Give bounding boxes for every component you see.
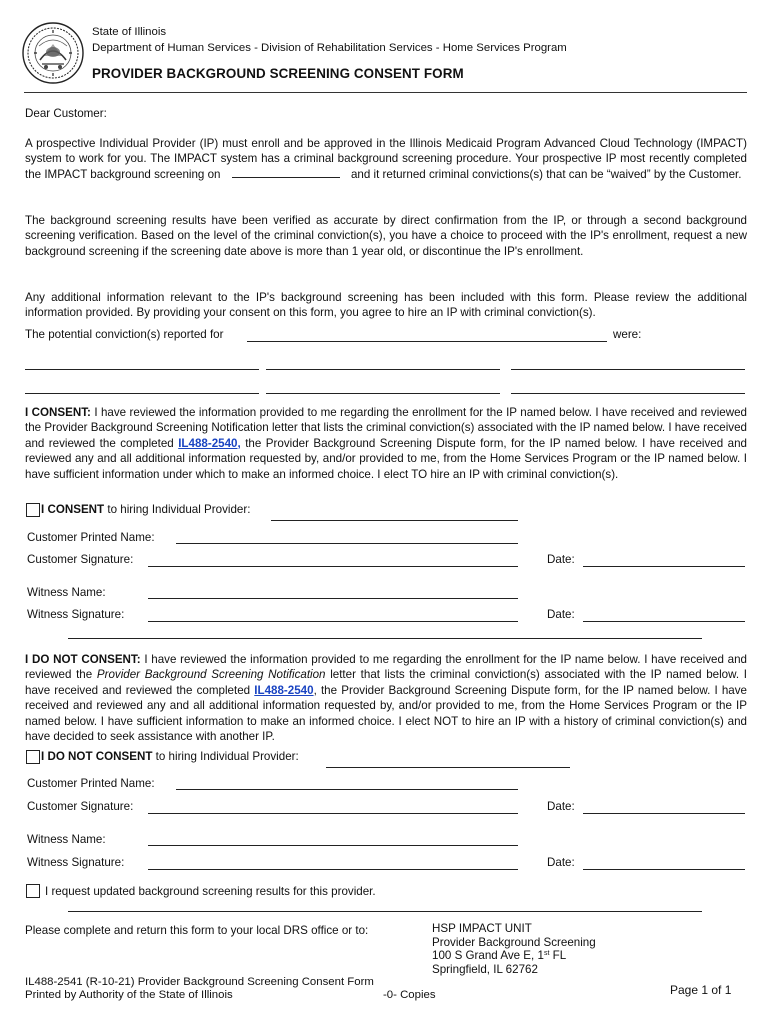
convictions-name-field[interactable]: [247, 341, 607, 342]
convictions-label: The potential conviction(s) reported for: [25, 328, 224, 341]
footer-page-number: Page 1 of 1: [670, 983, 732, 997]
consent-provider-field[interactable]: [271, 520, 518, 521]
address-line-4: Springfield, IL 62762: [432, 962, 538, 976]
no-consent-witness-date-label: Date:: [547, 856, 575, 869]
consent-paragraph: [25, 405, 747, 482]
convictions-suffix: were:: [613, 328, 642, 341]
no-consent-heading: I DO NOT CONSENT:: [25, 653, 141, 666]
no-consent-date-field[interactable]: [583, 813, 745, 814]
no-consent-printed-name-label: Customer Printed Name:: [27, 777, 155, 790]
no-consent-date-label: Date:: [547, 800, 575, 813]
no-consent-italic: Provider Background Screening Notification: [96, 668, 326, 682]
additional-info-paragraph: Any additional information relevant to the IP's background screening has been included with this form. Please review the additional information provided. By providing your consent on this form, you agree to hire an IP with criminal conviction(s).: [25, 291, 747, 320]
intro-text-2: and it returned criminal convictions(s) that can be “waived” by the Customer.: [350, 167, 742, 181]
no-consent-text-3: , the Provider Background Screening Dispute form, for the IP named below. I have received and reviewed any and all additional information requested by, and/or provided to me, from the Home Services Program or the IP named below. I have sufficient information to make an informed choice. I elect NOT to hire an IP with a history of criminal conviction(s) and have decided to seek assistance with another IP.: [25, 683, 748, 744]
address-line-1: HSP IMPACT UNIT: [432, 922, 532, 935]
consent-witness-date-field[interactable]: [583, 621, 745, 622]
consent-form-link[interactable]: IL488-2540,: [178, 436, 241, 450]
consent-printed-name-field[interactable]: [176, 543, 518, 544]
consent-printed-name-label: Customer Printed Name:: [27, 531, 155, 544]
consent-checkbox-bold: I CONSENT: [41, 503, 105, 516]
request-update-checkbox[interactable]: [26, 884, 40, 898]
consent-witness-date-label: Date:: [547, 608, 575, 621]
no-consent-witness-name-field[interactable]: [148, 845, 518, 846]
form-title: PROVIDER BACKGROUND SCREENING CONSENT FORM: [92, 66, 464, 81]
no-consent-witness-signature-label: Witness Signature:: [27, 856, 125, 869]
no-consent-witness-name-label: Witness Name:: [27, 833, 106, 846]
header-state: State of Illinois: [92, 26, 167, 38]
consent-signature-field[interactable]: [148, 566, 518, 567]
consent-witness-name-label: Witness Name:: [27, 586, 106, 599]
no-consent-form-link[interactable]: IL488-2540: [254, 683, 314, 697]
conviction-field-4[interactable]: [25, 393, 259, 394]
no-consent-signature-field[interactable]: [148, 813, 518, 814]
consent-checkbox[interactable]: [26, 503, 40, 517]
consent-text-2: the Provider Background Screening Dispute form, for the IP named below. I have received and reviewed any and all additional information requested by, and/or provided to me, from the Home Services Program or the IP named below. I have sufficient information under which to make an informed choice. I elect TO hire an IP with criminal conviction(s).: [25, 436, 747, 481]
intro-paragraph: [25, 136, 747, 182]
consent-date-label: Date:: [547, 553, 575, 566]
address-line-2: Provider Background Screening: [432, 935, 596, 949]
section-divider-2: [68, 911, 702, 912]
no-consent-provider-field[interactable]: [326, 767, 570, 768]
consent-checkbox-label: [41, 502, 250, 517]
no-consent-checkbox-label: [41, 749, 299, 764]
no-consent-witness-signature-field[interactable]: [148, 869, 518, 870]
consent-witness-signature-label: Witness Signature:: [27, 608, 125, 621]
no-consent-checkbox[interactable]: [26, 750, 40, 764]
request-update-label: I request updated background screening results for this provider.: [45, 885, 376, 898]
no-consent-printed-name-field[interactable]: [176, 789, 518, 790]
address-line-3: 100 S Grand Ave E, 1st FL: [432, 949, 567, 962]
no-consent-signature-label: Customer Signature:: [27, 800, 134, 813]
consent-heading: I CONSENT:: [25, 406, 91, 419]
consent-text-1: I have reviewed the information provided to me regarding the enrollment for the IP named below. I have received and reviewed the Provider Background Screening Notification letter that lists the criminal conviction(s) associated with the IP named below. I have received and reviewed the completed: [25, 406, 747, 450]
intro-text-1: A prospective Individual Provider (IP) must enroll and be approved in the Illinois Medicaid Program Advanced Cloud Technology (IMPACT) system to work for you. The IMPACT system has a criminal background screening procedure. Your prospective IP most recently completed the IMPACT background screening on: [25, 137, 747, 181]
conviction-field-3[interactable]: [511, 369, 745, 370]
consent-checkbox-rest: to hiring Individual Provider:: [104, 503, 251, 516]
conviction-field-5[interactable]: [266, 393, 500, 394]
no-consent-checkbox-bold: I DO NOT CONSENT: [41, 750, 153, 763]
return-address: [432, 922, 596, 976]
section-divider-1: [68, 638, 702, 639]
header-rule: [24, 92, 747, 93]
no-consent-paragraph: [25, 652, 747, 744]
no-consent-witness-date-field[interactable]: [583, 869, 745, 870]
conviction-field-6[interactable]: [511, 393, 745, 394]
return-instruction: Please complete and return this form to your local DRS office or to:: [25, 924, 369, 937]
state-seal-logo: [22, 22, 84, 84]
verification-paragraph: The background screening results have been verified as accurate by direct confirmation from the IP, or through a second background screening verification. Based on the level of the criminal conviction(s), you have a choice to proceed with the IP's enrollment, request a new background screening if the screening date above is more than 1 year old, or discontinue the IP's enrollment.: [25, 214, 747, 258]
no-consent-checkbox-rest: to hiring Individual Provider:: [152, 750, 299, 763]
consent-signature-label: Customer Signature:: [27, 553, 134, 566]
footer-authority: Printed by Authority of the State of Illinois: [25, 989, 233, 1001]
conviction-field-1[interactable]: [25, 369, 259, 370]
header-department: Department of Human Services - Division of Rehabilitation Services - Home Services Program: [92, 42, 567, 54]
no-consent-text-1: I have reviewed the information provided to me regarding the enrollment for the IP name below. I have received and reviewed the: [25, 653, 747, 682]
footer-copies: -0- Copies: [383, 989, 436, 1001]
consent-witness-signature-field[interactable]: [148, 621, 518, 622]
consent-date-field[interactable]: [583, 566, 745, 567]
conviction-field-2[interactable]: [266, 369, 500, 370]
consent-witness-name-field[interactable]: [148, 598, 518, 599]
screening-date-field[interactable]: [232, 167, 340, 178]
no-consent-text-2: letter that lists the criminal conviction(s) associated with the IP named below. I have received and reviewed the completed: [25, 668, 747, 697]
footer-form-id: IL488-2541 (R-10-21) Provider Background Screening Consent Form: [25, 976, 374, 988]
greeting: Dear Customer:: [25, 107, 107, 120]
